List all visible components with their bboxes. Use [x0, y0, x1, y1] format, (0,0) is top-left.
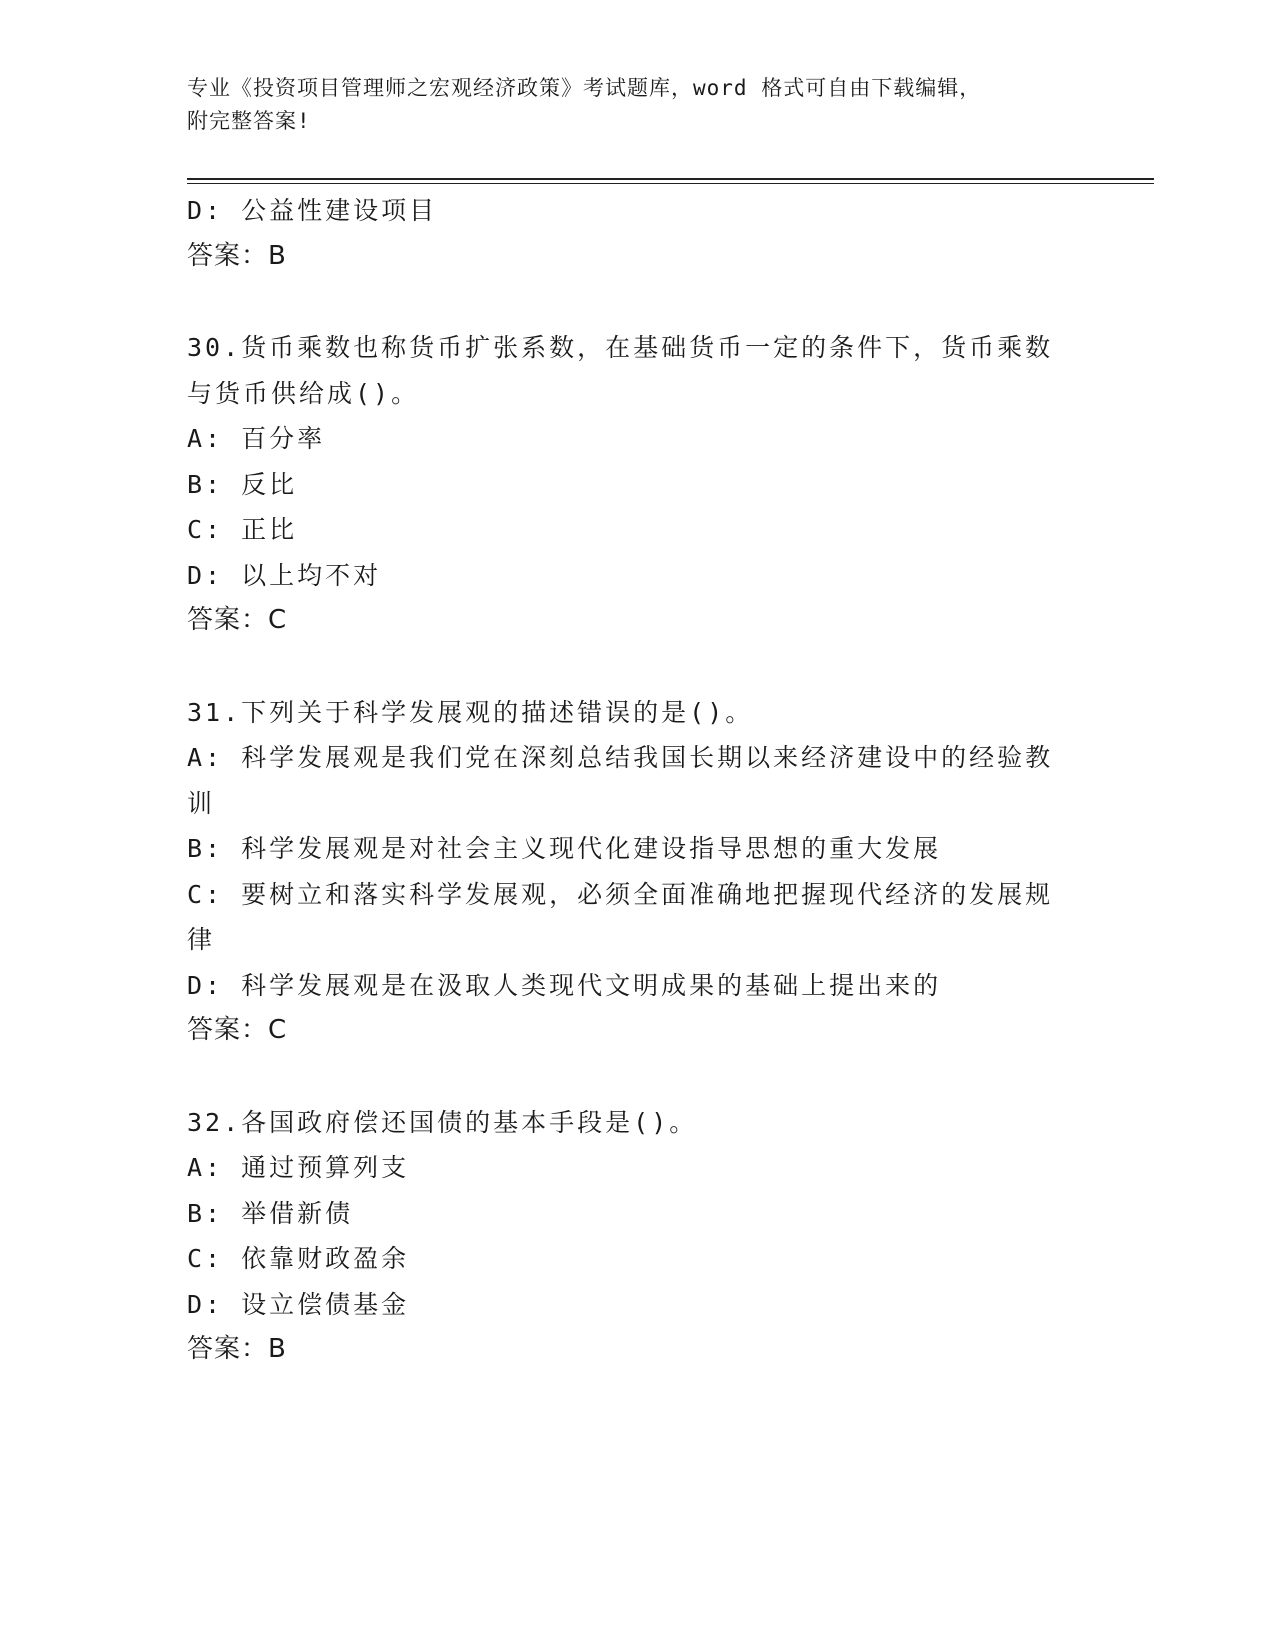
header-line-1: 专业《投资项目管理师之宏观经济政策》考试题库，word 格式可自由下载编辑， — [187, 76, 982, 100]
question-stem: 32.各国政府偿还国债的基本手段是()。 — [187, 1107, 698, 1137]
prev-option-d: D: 公益性建设项目 — [187, 196, 438, 225]
option-b: B: 举借新债 — [187, 1198, 354, 1228]
option-a: A: 科学发展观是我们党在深刻总结我国长期以来经济建设中的经验教 — [187, 743, 1054, 772]
document-header — [187, 72, 1067, 138]
answer: 答案：C — [187, 605, 288, 635]
question-stem-cont: 与货币供给成()。 — [187, 378, 420, 408]
spacer — [187, 1054, 1087, 1100]
option-a: A: 通过预算列支 — [187, 1153, 410, 1182]
header-line-2: 附完整答案! — [187, 109, 311, 133]
question-30 — [187, 325, 1087, 644]
option-c: C: 正比 — [187, 515, 298, 544]
prev-answer: 答案：B — [187, 240, 287, 271]
option-a-cont: 训 — [187, 788, 216, 818]
option-d: D: 科学发展观是在汲取人类现代文明成果的基础上提出来的 — [187, 970, 942, 1000]
option-c-cont: 律 — [187, 925, 216, 954]
option-b: B: 反比 — [187, 469, 298, 499]
header-divider-thick — [187, 178, 1154, 180]
header-divider-thin — [187, 183, 1154, 184]
question-stem: 30.货币乘数也称货币扩张系数，在基础货币一定的条件下，货币乘数 — [187, 333, 1054, 362]
option-d: D: 设立偿债基金 — [187, 1289, 410, 1319]
question-31 — [187, 690, 1087, 1054]
option-b: B: 科学发展观是对社会主义现代化建设指导思想的重大发展 — [187, 834, 942, 863]
spacer — [187, 279, 1087, 325]
option-c: C: 依靠财政盈余 — [187, 1244, 410, 1273]
question-stem: 31.下列关于科学发展观的描述错误的是()。 — [187, 697, 754, 727]
option-d: D: 以上均不对 — [187, 560, 382, 590]
question-32 — [187, 1100, 1087, 1373]
option-a: A: 百分率 — [187, 424, 326, 453]
question-list — [187, 188, 1087, 1373]
answer: 答案：B — [187, 1334, 287, 1364]
spacer — [187, 644, 1087, 690]
answer: 答案：C — [187, 1015, 288, 1045]
option-c: C: 要树立和落实科学发展观，必须全面准确地把握现代经济的发展规 — [187, 879, 1054, 909]
